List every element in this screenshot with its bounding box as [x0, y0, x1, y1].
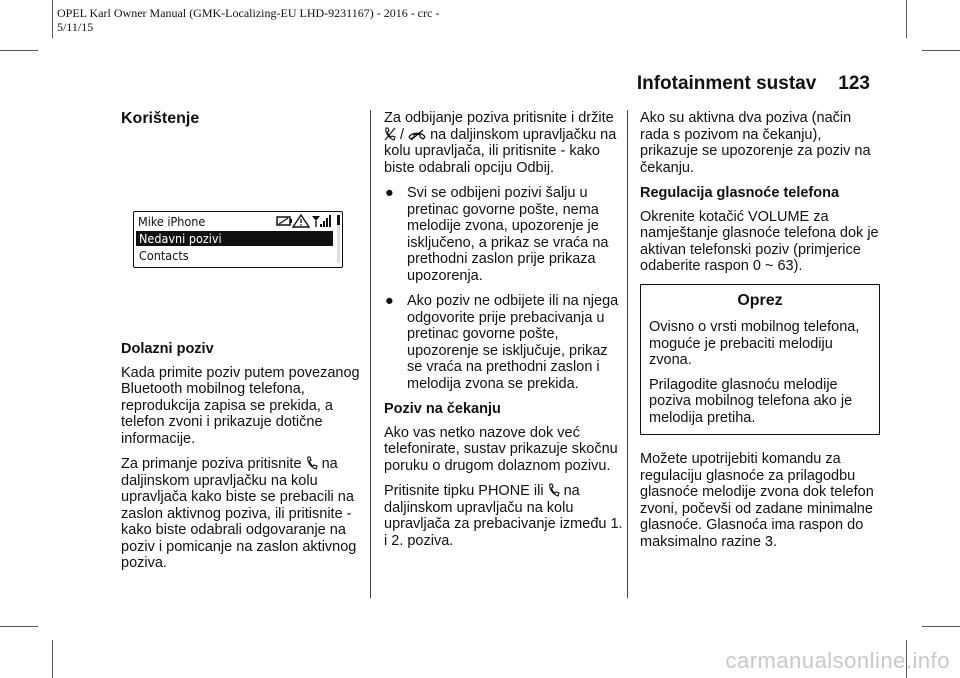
- crop-mark: [52, 640, 53, 678]
- hang-up-icon: [408, 129, 426, 141]
- paragraph: Pritisnite tipku PHONE ili na daljinskom upravljaču na kolu upravljača za prebacivanje između 1. i 2. poziva.: [384, 483, 623, 549]
- column-3: [640, 110, 880, 559]
- phone-icon: [306, 456, 318, 470]
- print-header: [57, 6, 439, 34]
- warning-icon: [293, 215, 309, 227]
- section-name: Infotainment sustav: [636, 73, 817, 94]
- crop-mark: [0, 626, 38, 627]
- subheading-phone-volume: Regulacija glasnoće telefona: [640, 185, 840, 201]
- display-selected-item: Nedavni pozivi: [136, 231, 333, 246]
- paragraph: Kada primite poziv putem povezanog Bluetooth mobilnog telefona, reprodukcija zapisa se prekida, a telefon zvoni i prikazuje dotične informacije.: [121, 364, 360, 447]
- watermark: carmanualsonline.info: [725, 648, 950, 673]
- list-item: ● Svi se odbijeni pozivi šalju u pretinac govorne pošte, nema melodije zvona, upozorenje je isključeno, a prikaz se vraća na prethodni zaslon prije prikaza upozorenja.: [385, 185, 609, 284]
- paragraph: Za odbijanje poziva pritisnite i držite / na daljinskom upravljačku na kolu upravljača, ili pritisnite - kako biste odabrali opciju Odbij.: [384, 110, 617, 176]
- display-title: Mike iPhone: [138, 214, 206, 229]
- crop-mark: [0, 50, 38, 51]
- crop-mark: [922, 626, 960, 627]
- bullet-list: [384, 185, 624, 392]
- print-header-line: OPEL Karl Owner Manual (GMK-Localizing-EU LHD-9231167) - 2016 - crc -: [57, 6, 440, 20]
- caution-paragraph: Ovisno o vrsti mobilnog telefona, moguće je prebaciti melodiju zvona.: [649, 319, 860, 368]
- print-header-date: 5/11/15: [57, 20, 94, 34]
- caution-box: [640, 284, 880, 436]
- paragraph: Okrenite kotačić VOLUME za namještanje glasnoće telefona dok je aktivan telefonski poziv (primjerice odaberite raspon 0 ~ 63).: [640, 208, 879, 274]
- subheading-incoming-call: Dolazni poziv: [121, 341, 214, 357]
- display-scrollbar: [337, 215, 340, 263]
- subheading-call-waiting: Poziv na čekanju: [384, 401, 501, 417]
- signal-icon: [312, 215, 331, 227]
- battery-icon: [277, 217, 292, 225]
- section-heading: Korištenje: [121, 110, 200, 127]
- running-head: [637, 73, 870, 95]
- phone-icon: [548, 483, 560, 497]
- crop-mark: [906, 0, 907, 38]
- incoming-call-block: [121, 341, 361, 581]
- mute-icon: [384, 127, 396, 141]
- column-rule: [627, 110, 628, 598]
- column-2: [384, 110, 624, 558]
- paragraph: Ako su aktivna dva poziva (način rada s pozivom na čekanju), prikazuje se upozorenje za poziv na čekanju.: [640, 110, 871, 176]
- list-item: ● Ako poziv ne odbijete ili na njega odgovorite prije prebacivanja u pretinac govorne pošte, upozorenje se isključuje, prikaz se vraća na prethodni zaslon i melodija zvona se prekida.: [385, 293, 619, 392]
- display-list-item: Contacts: [139, 248, 189, 263]
- column-rule: [370, 110, 371, 598]
- phone-display-figure: [133, 211, 343, 268]
- paragraph: Ako vas netko nazove dok već telefonirate, sustav prikazuje skočnu poruku o drugom dolaznom pozivu.: [384, 424, 618, 474]
- caution-paragraph: Prilagodite glasnoću melodije poziva mobilnog telefona ako je melodija pretiha.: [649, 376, 853, 426]
- page-number: 123: [838, 73, 870, 94]
- crop-mark: [922, 50, 960, 51]
- paragraph: Za primanje poziva pritisnite na daljinskom upravljačku na kolu upravljača kako biste se prebacili na zaslon aktivnog poziva, ili pritisnite - kako biste odabrali odgovaranje na poziv i pomicanje na zaslon aktivnog poziva.: [121, 456, 357, 571]
- status-icons: [276, 213, 332, 229]
- crop-mark: [52, 0, 53, 38]
- paragraph: Možete upotrijebiti komandu za regulaciju glasnoće za prilagodbu glasnoće melodije zvona dok telefon zvoni, počevši od zadane minimalne glasnoće. Glasnoća ima raspon do maksimalno razine 3.: [640, 451, 874, 550]
- caution-title: Oprez: [737, 291, 783, 309]
